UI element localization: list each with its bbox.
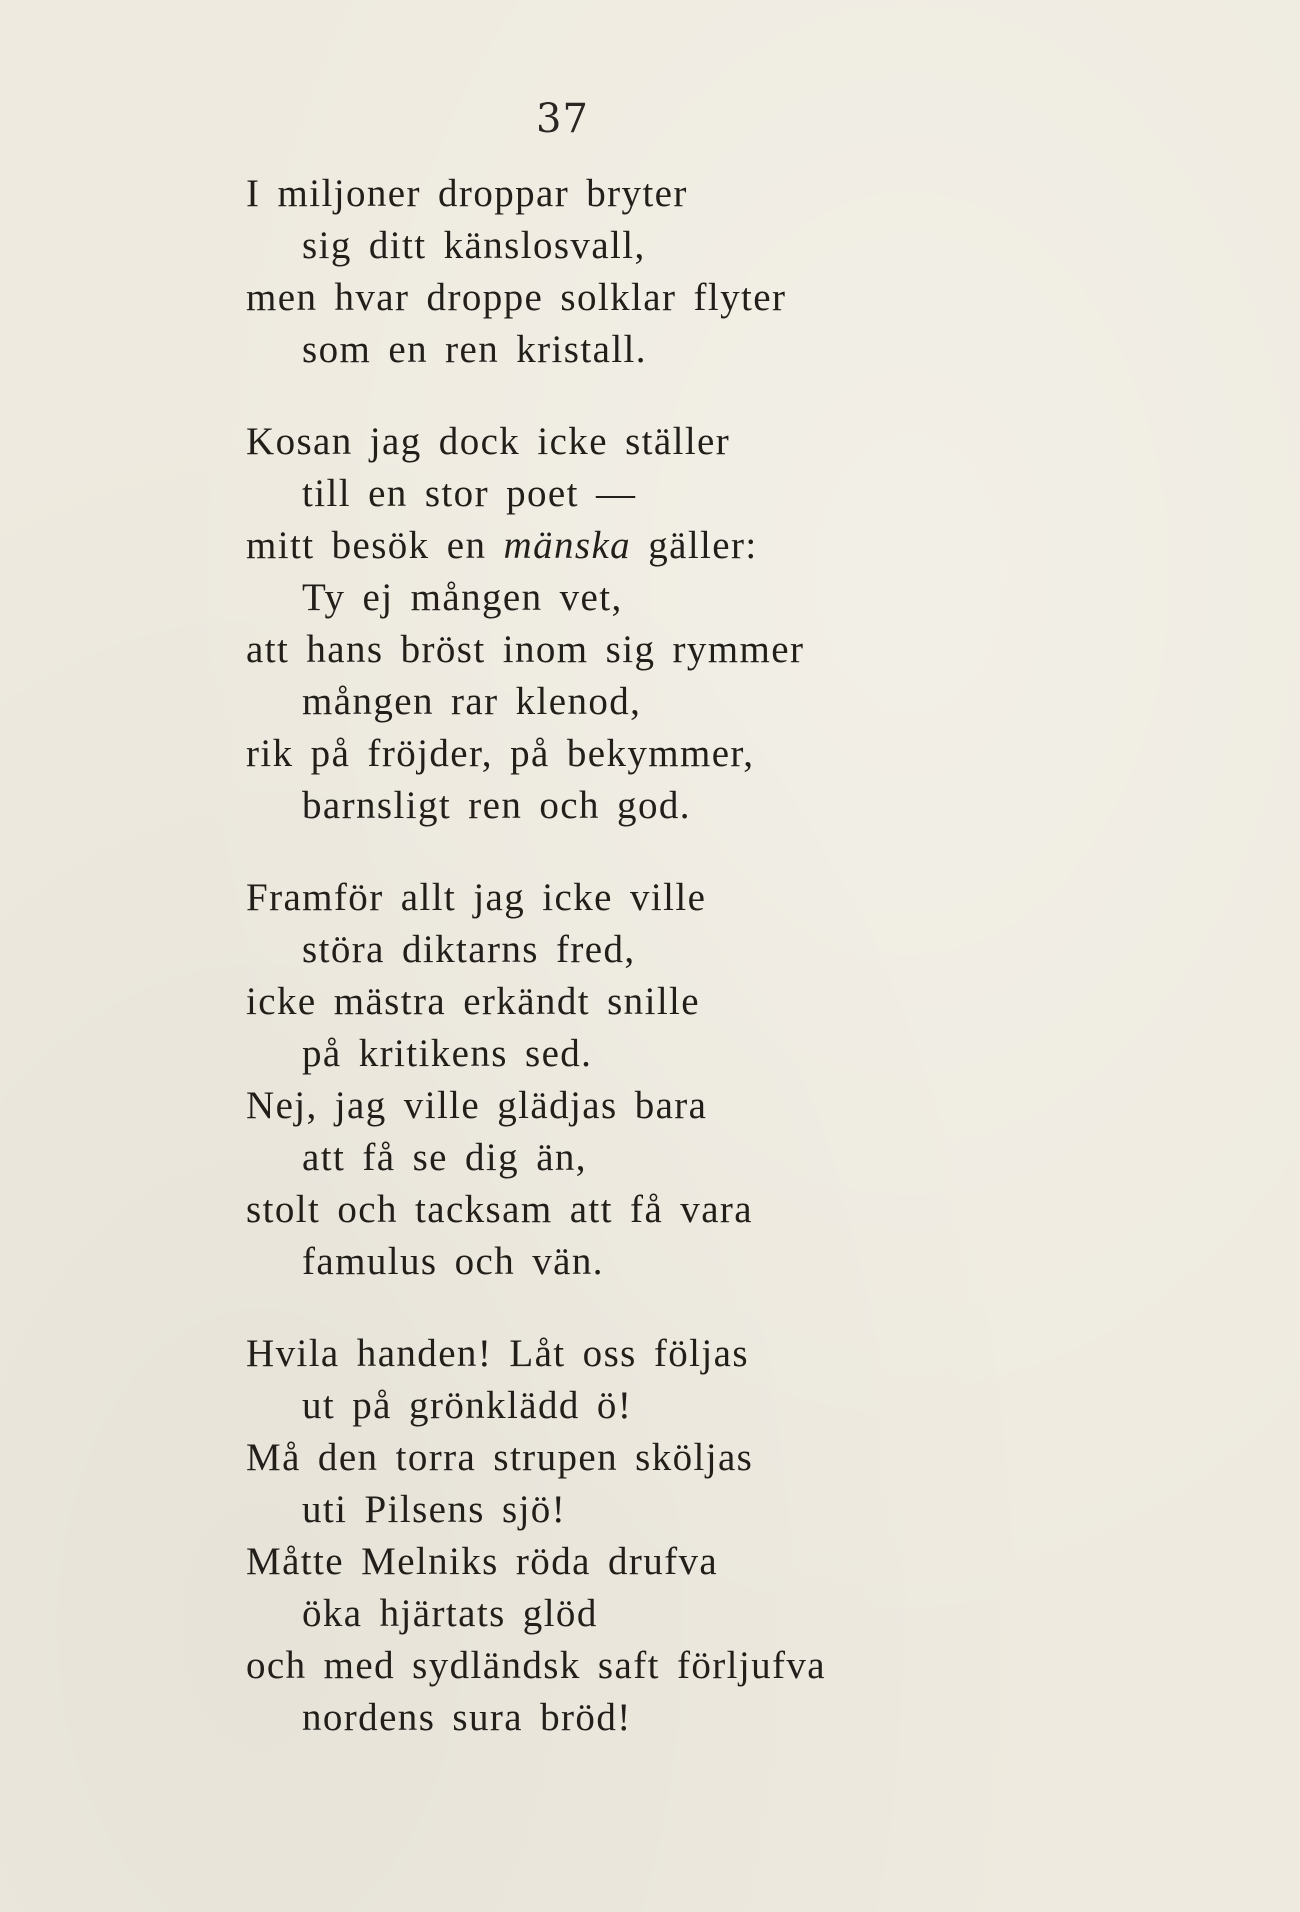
poem [246,168,826,1784]
poem-line: Framför allt jag icke ville [246,876,707,919]
stanza [246,1328,826,1744]
poem-line: Kosan jag dock icke ställer [246,420,731,463]
poem-line-end: gäller: [631,524,758,567]
poem-line: sig ditt känslosvall, [302,224,646,267]
poem-line: stolt och tacksam att få vara [246,1188,754,1231]
poem-line: famulus och vän. [302,1240,604,1283]
poem-line [246,520,826,572]
poem-line: som en ren kristall. [302,328,647,371]
poem-line: att hans bröst inom sig rymmer [246,628,805,671]
emphasized-word: mänska [503,524,632,567]
poem-line: I miljoner droppar bryter [246,172,688,215]
poem-line: Nej, jag ville glädjas bara [246,1084,708,1127]
poem-line: till en stor poet — [302,472,637,515]
poem-line: Måtte Melniks röda drufva [246,1540,719,1583]
stanza [246,168,826,376]
stanza [246,872,826,1288]
poem-line: nordens sura bröd! [302,1696,632,1739]
page-number: 37 [536,96,589,142]
poem-line: Må den torra strupen sköljas [246,1436,754,1479]
poem-line: på kritikens sed. [302,1032,593,1075]
poem-line: störa diktarns fred, [302,928,636,971]
poem-line: uti Pilsens sjö! [302,1488,567,1531]
poem-line: ut på grönklädd ö! [302,1384,633,1427]
poem-line: och med sydländsk saft förljufva [246,1644,827,1687]
poem-line-start: mitt besök en [246,524,504,567]
poem-line: barnsligt ren och god. [302,784,691,827]
poem-line: öka hjärtats glöd [302,1592,598,1635]
stanza [246,416,826,832]
poem-line: icke mästra erkändt snille [246,980,700,1023]
poem-line: att få se dig än, [302,1136,587,1179]
poem-line: Ty ej mången vet, [302,576,623,619]
poem-line: Hvila handen! Låt oss följas [246,1332,749,1375]
poem-line: rik på fröjder, på bekymmer, [246,732,755,775]
poem-line: mången rar klenod, [302,680,642,723]
poem-line: men hvar droppe solklar flyter [246,276,787,319]
